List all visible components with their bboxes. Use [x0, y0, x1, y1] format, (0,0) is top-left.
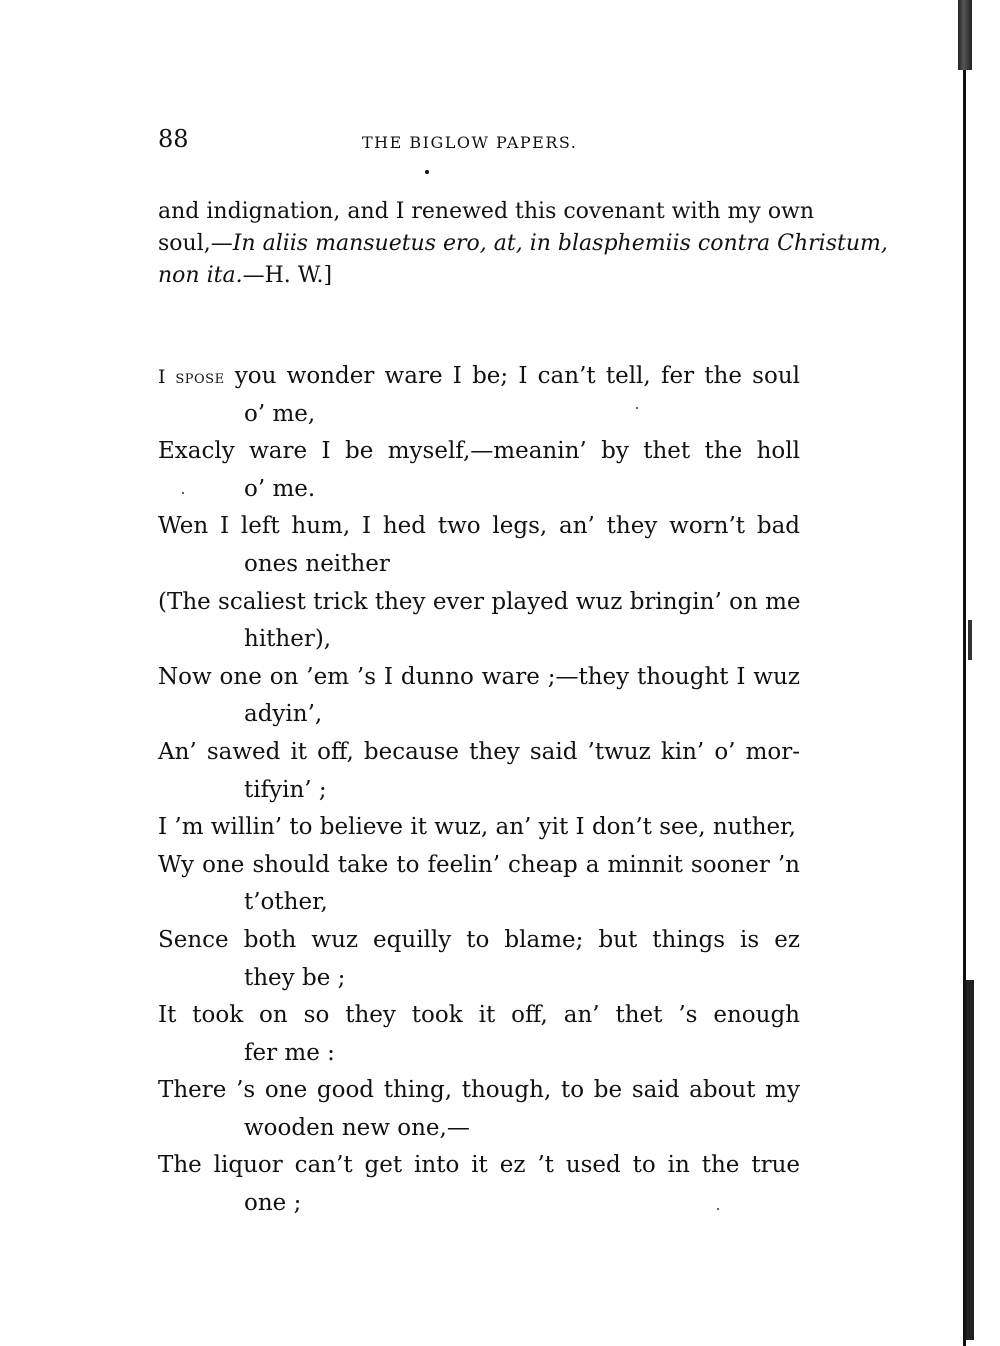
verse-continuation: adyin’,: [244, 701, 323, 728]
verse-continuation: ones neither: [244, 550, 390, 577]
verse-line: An’ sawed it off, because they said ’twuz kin’ o’ mor-: [158, 738, 800, 765]
verse-line: Wen I left hum, I hed two legs, an’ they worn’t bad: [158, 513, 800, 540]
verse-opening-smallcaps: I spose: [158, 366, 225, 388]
verse-line: Wy one should take to feelin’ cheap a minnit sooner ’n: [158, 851, 800, 878]
verse-line: [158, 358, 800, 396]
prose-text: soul,—: [158, 231, 233, 256]
verse-continuation: one ;: [244, 1190, 302, 1217]
verse-continuation: t’other,: [244, 889, 328, 916]
page-number: 88: [158, 125, 189, 153]
prose-paragraph: [158, 196, 888, 292]
verse-continuation: o’ me,: [244, 400, 316, 427]
verse-line: The liquor can’t get into it ez ’t used to in the true: [158, 1152, 800, 1179]
prose-line: [158, 260, 800, 292]
verse-continuation: wooden new one,—: [244, 1114, 470, 1141]
verse-continuation: they be ;: [244, 964, 346, 991]
page-edge-bottom-mark: [966, 980, 974, 1340]
verse-line: There ’s one good thing, though, to be said about my: [158, 1077, 800, 1104]
stray-dot: [425, 170, 429, 174]
verse-continuation: fer me :: [244, 1039, 335, 1066]
running-title: THE BIGLOW PAPERS.: [362, 133, 578, 152]
verse-continuation: o’ me.: [244, 475, 316, 502]
verse-line-text: you wonder ware I be; I can’t tell, fer the soul: [224, 363, 800, 389]
verse-line: I ’m willin’ to believe it wuz, an’ yit I don’t see, nuther,: [158, 814, 796, 841]
page-edge-dash: [968, 620, 972, 660]
verse-line: It took on so they took it off, an’ thet ’s enough: [158, 1002, 800, 1029]
verse-line: Sence both wuz equilly to blame; but things is ez: [158, 926, 800, 953]
verse-line: Exacly ware I be myself,—meanin’ by thet the holl: [158, 438, 800, 465]
prose-line: [158, 228, 888, 260]
page-edge-shadow: [958, 0, 978, 1346]
verse-continuation: hither),: [244, 626, 332, 653]
verse-line: (The scaliest trick they ever played wuz bringin’ on me: [158, 588, 801, 615]
latin-quote: In aliis mansuetus ero, at, in blasphemiis contra Christum,: [232, 231, 888, 256]
verse-stanza: [158, 358, 800, 1223]
prose-line: and indignation, and I renewed this covenant with my own: [158, 199, 815, 224]
latin-quote: non ita.: [158, 263, 243, 288]
signature: —H. W.]: [242, 263, 333, 288]
verse-line: Now one on ’em ’s I dunno ware ;—they thought I wuz: [158, 663, 800, 690]
verse-continuation: tifyin’ ;: [244, 776, 327, 803]
page-edge-top-mark: [958, 0, 972, 70]
print-speck: [182, 492, 184, 494]
print-speck: [636, 407, 638, 409]
print-speck: [717, 1208, 719, 1210]
